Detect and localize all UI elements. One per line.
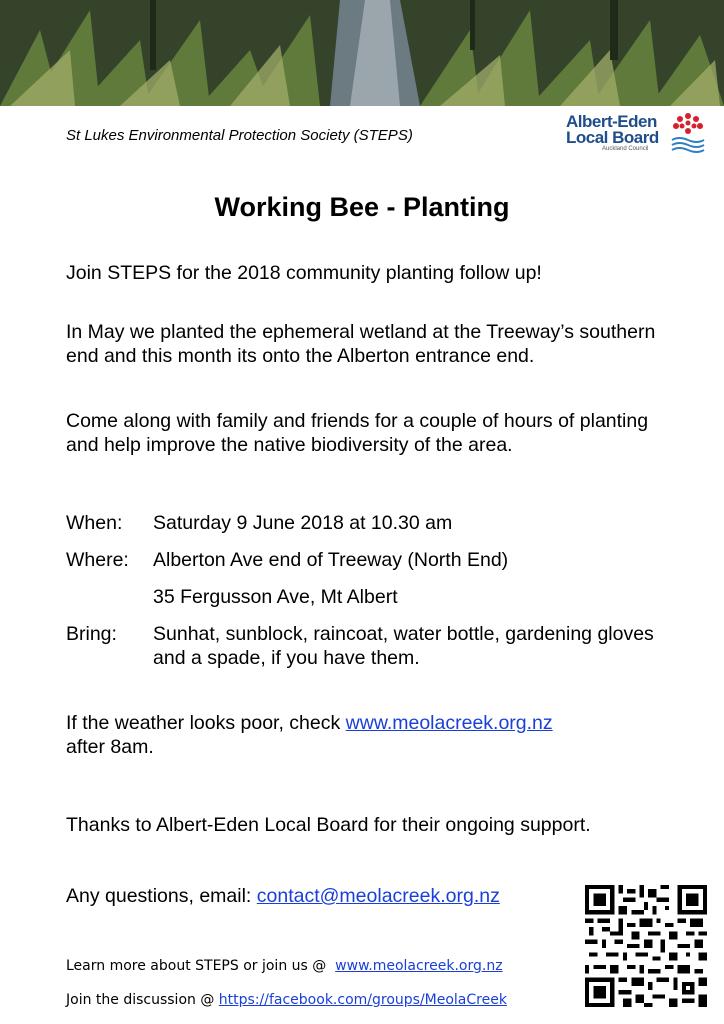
footer-facebook-link[interactable]: https://facebook.com/groups/MeolaCreek (218, 992, 507, 1008)
pohutukawa-flower-icon (670, 110, 706, 154)
footer-discussion (66, 991, 507, 1009)
thanks-note: Thanks to Albert-Eden Local Board for their ongoing support. (66, 814, 591, 836)
weather-suffix: after 8am. (66, 736, 154, 758)
footer-learn-more (66, 957, 503, 975)
footer-learn-prefix: Learn more about STEPS or join us @ (66, 958, 336, 974)
footer-website-link[interactable]: www.meolacreek.org.nz (335, 958, 503, 974)
logo-line-2: Local Board (566, 128, 659, 147)
when-label: When: (66, 512, 123, 534)
where-value-line-2: 35 Fergusson Ave, Mt Albert (153, 586, 398, 608)
come-along-paragraph: Come along with family and friends for a couple of hours of planting and help improve the native biodiversity of the area. (66, 410, 649, 456)
albert-eden-logo (566, 108, 706, 156)
where-value-line-1: Alberton Ave end of Treeway (North End) (153, 549, 509, 571)
may-planting-paragraph: In May we planted the ephemeral wetland at the Treeway’s southern end and this month its onto the Alberton entrance end. (66, 321, 656, 367)
logo-line-1: Albert-Eden (566, 112, 657, 131)
logo-subtitle: Auckland Council (602, 146, 649, 152)
header-banner-photo (0, 0, 724, 106)
bring-value: Sunhat, sunblock, raincoat, water bottle, gardening gloves and a spade, if you have them. (153, 623, 654, 669)
weather-website-link[interactable]: www.meolacreek.org.nz (345, 712, 553, 734)
where-label: Where: (66, 549, 129, 571)
when-value: Saturday 9 June 2018 at 10.30 am (153, 512, 453, 534)
weather-prefix: If the weather looks poor, check (66, 712, 346, 734)
questions-line (66, 884, 500, 908)
contact-email-link[interactable]: contact@meolacreek.org.nz (256, 885, 500, 907)
society-name: St Lukes Environmental Protection Society (STEPS) (66, 127, 413, 144)
intro-paragraph: Join STEPS for the 2018 community planting follow up! (66, 262, 542, 284)
page-title: Working Bee - Planting (214, 192, 510, 222)
questions-prefix: Any questions, email: (66, 885, 257, 907)
qr-code-icon (585, 885, 707, 1007)
weather-note (66, 711, 686, 759)
creek-photo-icon (0, 0, 724, 106)
bring-label: Bring: (66, 623, 117, 645)
footer-discuss-prefix: Join the discussion @ (66, 992, 219, 1008)
